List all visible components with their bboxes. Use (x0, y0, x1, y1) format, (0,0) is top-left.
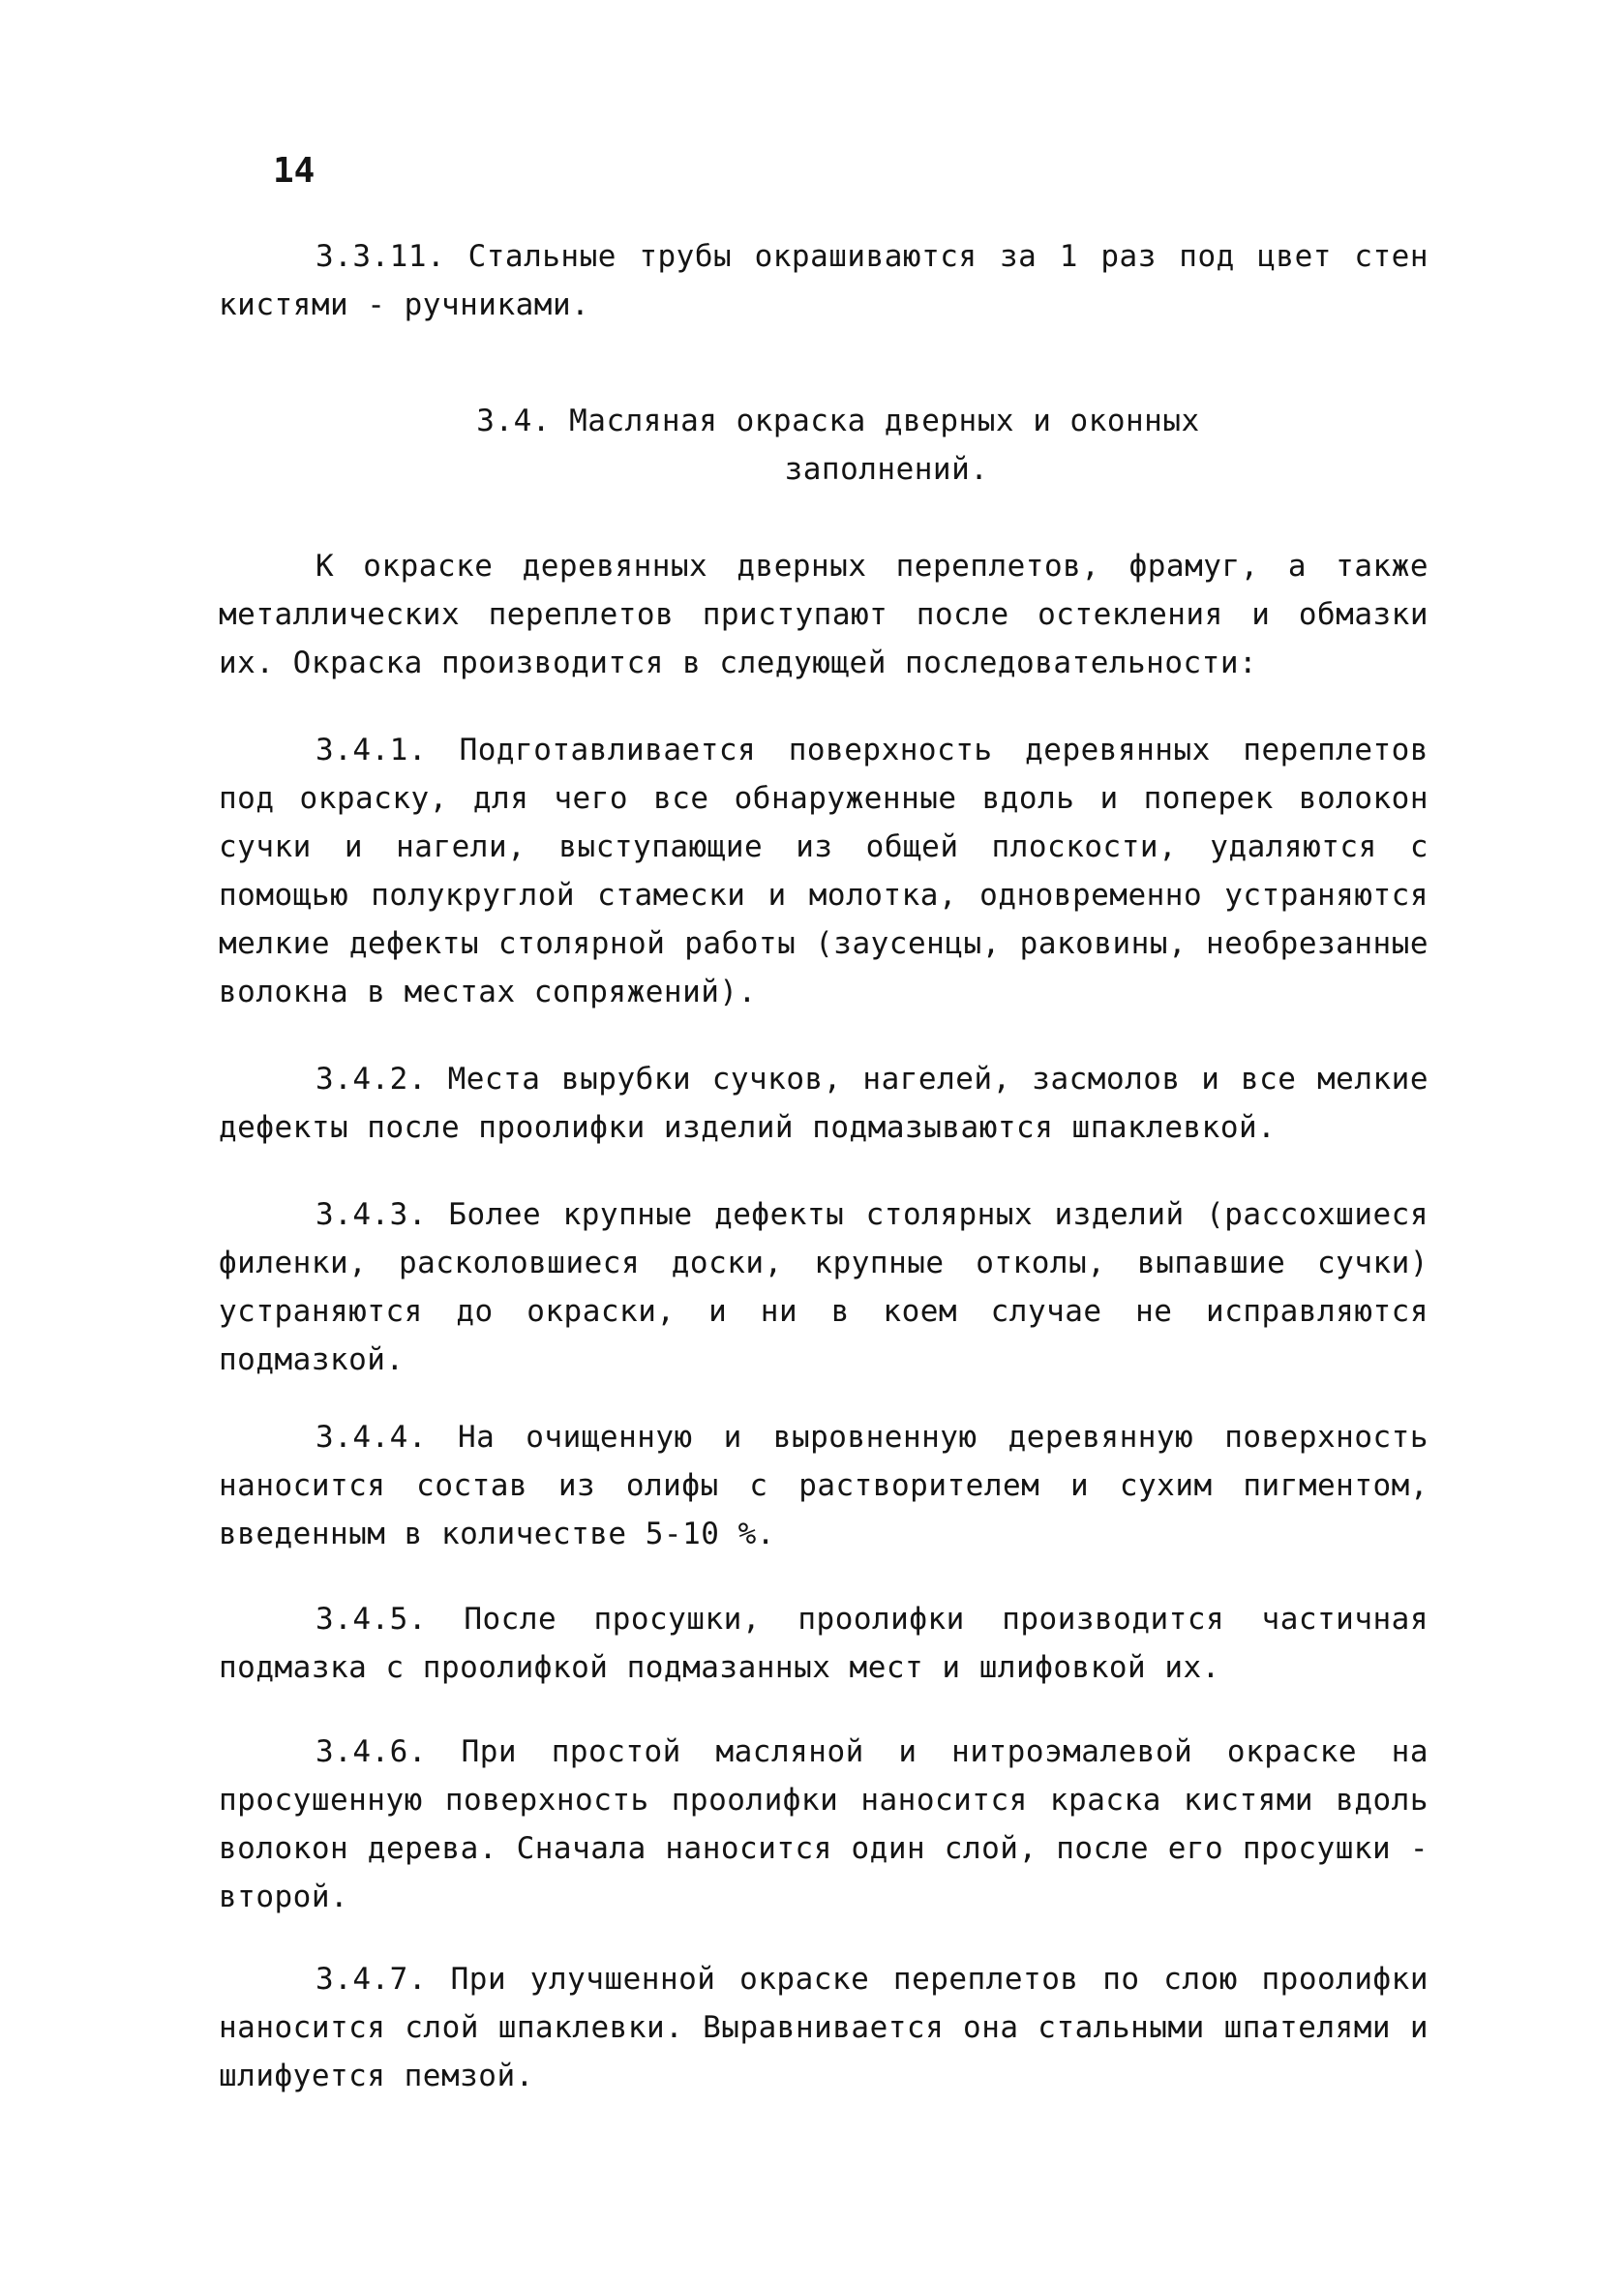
paragraph-3-4-5: 3.4.5. После просушки, проолифки производится частичная подмазка с проолифкой подмазанных мест и шлифовкой их. (219, 1602, 1429, 1685)
paragraph-3-3-11: 3.3.11. Стальные трубы окрашиваются за 1 раз под цвет стен кистями - ручниками. (219, 239, 1429, 322)
paragraph-3-4-3: 3.4.3. Более крупные дефекты столярных изделий (рассохшиеся филенки, расколовшиеся доски, крупные отколы, выпавшие сучки) устраняются до окраски, и ни в коем случае не исправляются подмазкой. (219, 1197, 1429, 1377)
page-number: 14 (273, 151, 316, 191)
section-heading-3-4 (219, 397, 1429, 494)
section-heading-line-1: 3.4. Масляная окраска дверных и оконных (476, 404, 1200, 438)
paragraph-3-4-7: 3.4.7. При улучшенной окраске переплетов по слою проолифки наносится слой шпаклевки. Выравнивается она стальными шпателями и шлифуется пемзой. (219, 1962, 1429, 2093)
paragraph-3-4-6: 3.4.6. При простой масляной и нитроэмалевой окраске на просушенную поверхность проолифки наносится краска кистями вдоль волокон дерева. Сначала наносится один слой, после его просушки - второй. (219, 1734, 1429, 1914)
paragraph-3-4-2: 3.4.2. Места вырубки сучков, нагелей, засмолов и все мелкие дефекты после проолифки изделий подмазываются шпаклевкой. (219, 1062, 1429, 1145)
paragraph-intro-3-4: К окраске деревянных дверных переплетов, фрамуг, а также металлических переплетов приступают после остекления и обмазки их. Окраска производится в следующей последовательности: (219, 549, 1429, 680)
section-heading-line-2: заполнений. (784, 452, 989, 487)
paragraph-3-4-1: 3.4.1. Подготавливается поверхность деревянных переплетов под окраску, для чего все обнаруженные вдоль и поперек волокон сучки и нагели, выступающие из общей плоскости, удаляются с помощью полукруглой стамески и молотка, одновременно устраняются мелкие дефекты столярной работы (заусенцы, раковины, необрезанные волокна в местах сопряжений). (219, 733, 1429, 1009)
paragraph-3-4-4: 3.4.4. На очищенную и выровненную деревянную поверхность наносится состав из олифы с растворителем и сухим пигментом, введенным в количестве 5-10 %. (219, 1420, 1429, 1551)
